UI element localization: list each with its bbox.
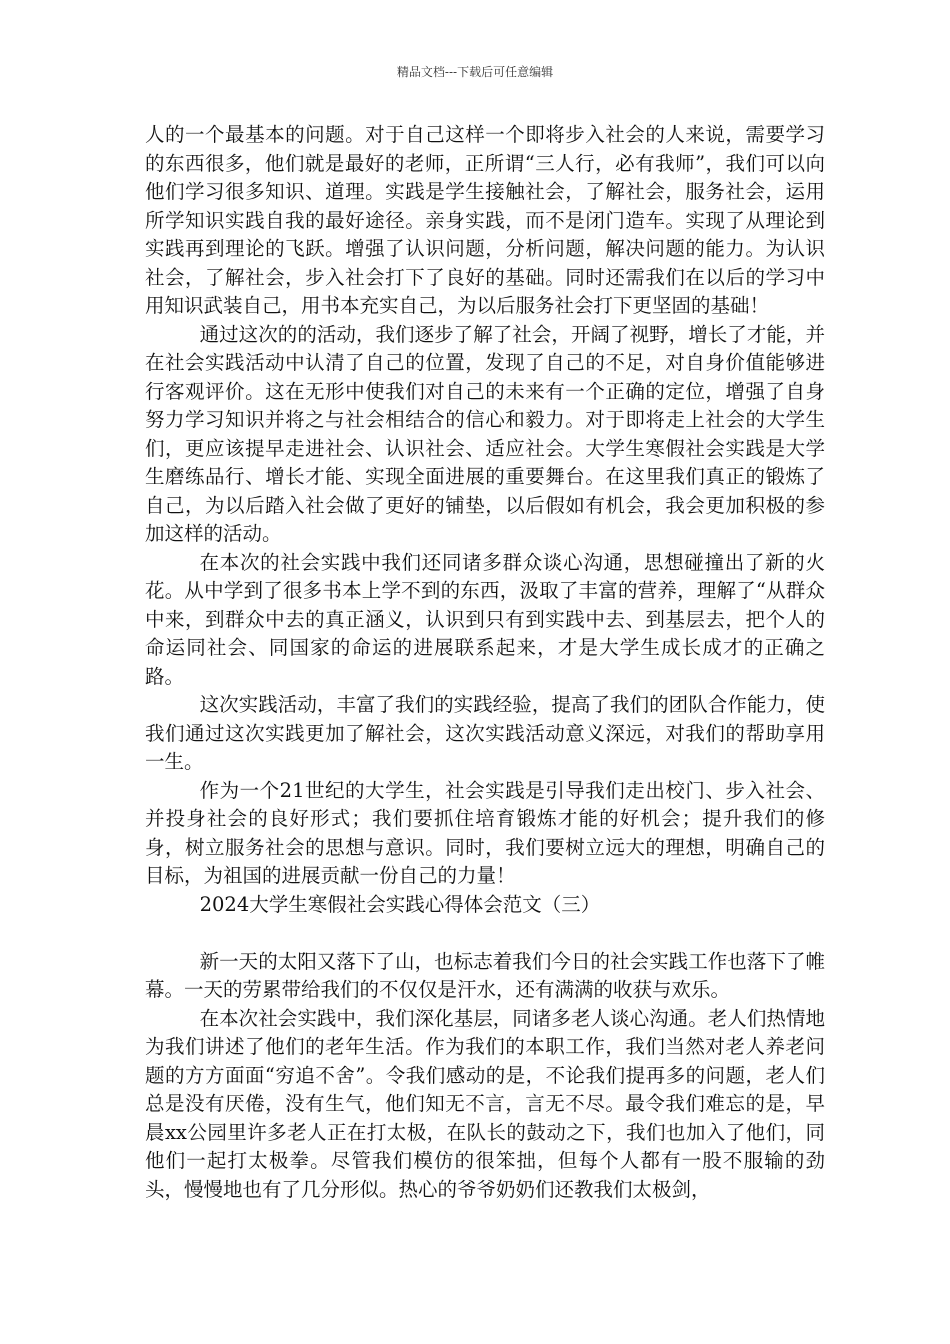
page-header: 精品文档---下载后可任意编辑 xyxy=(396,65,554,79)
paragraph: 通过这次的的活动，我们逐步了解了社会，开阔了视野，增长了才能，并在社会实践活动中认清了自己的位置，发现了自己的不足，对自身价值能够进行客观评价。这在无形中使我们对自己的未来有一个正确的定位，增强了自身努力学习知识并将之与社会相结合的信心和毅力。对于即将走上社会的大学生们，更应该提早走进社会、认识社会、适应社会。大学生寒假社会实践是大学生磨练品行、增长才能、实现全面进展的重要舞台。在这里我们真正的锻炼了自己，为以后踏入社会做了更好的铺垫，以后假如有机会，我会更加积极的参加这样的活动。 xyxy=(145,322,825,545)
paragraph: 在本次社会实践中，我们深化基层，同诸多老人谈心沟通。老人们热情地为我们讲述了他们的老年生活。作为我们的本职工作，我们当然对老人养老问题的方方面面“穷追不舍”。令我们感动的是，不论我们提再多的问题，老人们总是没有厌倦，没有生气，他们知无不言，言无不尽。最令我们难忘的是，早晨xx公园里许多老人正在打太极，在队长的鼓动之下，我们也加入了他们，同他们一起打太极拳。尽管我们模仿的很笨拙，但每个人都有一股不服输的劲头，慢慢地也有了几分形似。热心的爷爷奶奶们还教我们太极剑， xyxy=(145,1006,825,1201)
paragraph: 人的一个最基本的问题。对于自己这样一个即将步入社会的人来说，需要学习的东西很多，他们就是最好的老师，正所谓“三人行，必有我师”，我们可以向他们学习很多知识、道理。实践是学生接触社会，了解社会，服务社会，运用所学知识实践自我的最好途径。亲身实践，而不是闭门造车。实现了从理论到实践再到理论的飞跃。增强了认识问题，分析问题，解决问题的能力。为认识社会，了解社会，步入社会打下了良好的基础。同时还需我们在以后的学习中用知识武装自己，用书本充实自己，为以后服务社会打下更坚固的基础！ xyxy=(145,123,825,317)
document-body xyxy=(145,121,825,1204)
paragraph: 在本次的社会实践中我们还同诸多群众谈心沟通，思想碰撞出了新的火花。从中学到了很多书本上学不到的东西，汲取了丰富的营养，理解了“从群众中来，到群众中去的真正涵义，认识到只有到实践中去、到基层去，把个人的命运同社会、同国家的命运的进展联系起来，才是大学生成长成才的正确之路。 xyxy=(145,550,825,688)
paragraph: 新一天的太阳又落下了山，也标志着我们今日的社会实践工作也落下了帷幕。一天的劳累带给我们的不仅仅是汗水，还有满满的收获与欢乐。 xyxy=(145,949,825,1001)
paragraph: 作为一个21世纪的大学生，社会实践是引导我们走出校门、步入社会、并投身社会的良好形式；我们要抓住培育锻炼才能的好机会；提升我们的修身，树立服务社会的思想与意识。同时，我们要树立远大的理想，明确自己的目标，为祖国的进展贡献一份自己的力量！ xyxy=(145,778,825,887)
paragraph: 这次实践活动，丰富了我们的实践经验，提高了我们的团队合作能力，使我们通过这次实践更加了解社会，这次实践活动意义深远，对我们的帮助享用一生。 xyxy=(145,693,825,773)
section-heading: 2024大学生寒假社会实践心得体会范文（三） xyxy=(199,892,601,916)
